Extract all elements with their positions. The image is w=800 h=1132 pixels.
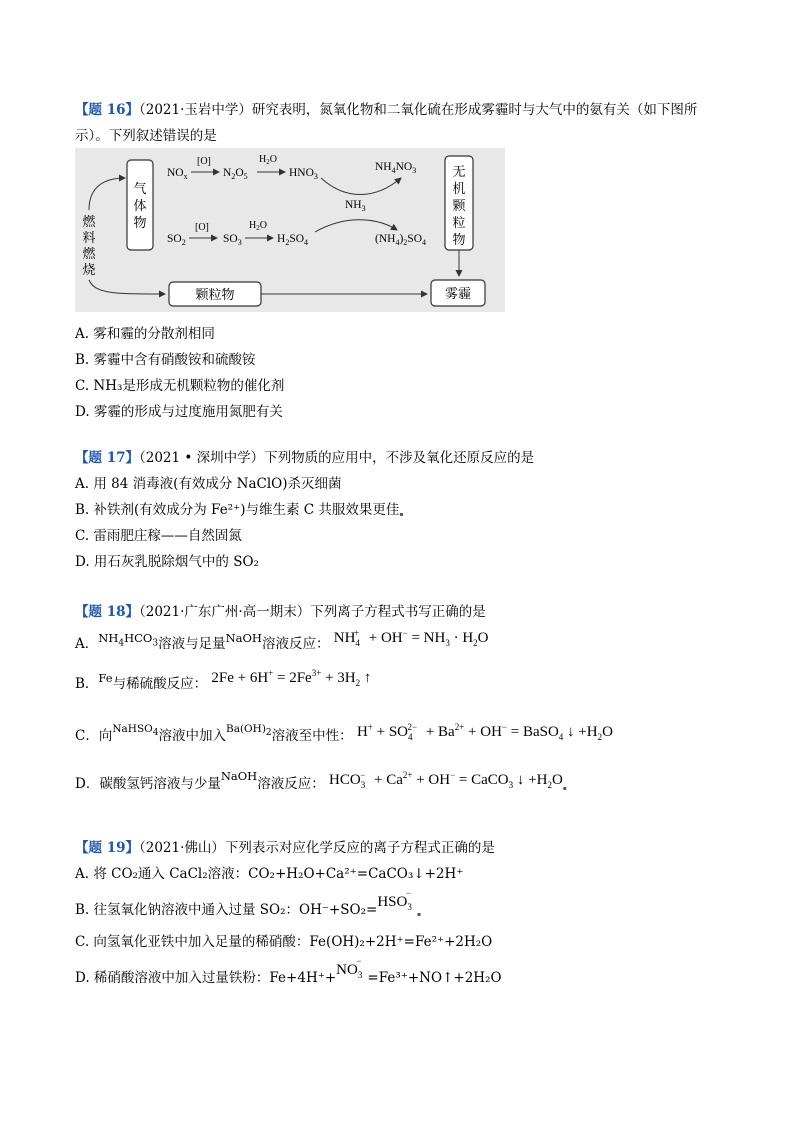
q19-number: 【题 19】 xyxy=(75,840,139,856)
svg-text:气: 气 xyxy=(133,181,147,196)
q19-option-b xyxy=(75,888,422,920)
svg-text:粒: 粒 xyxy=(452,215,466,230)
q18-option-b xyxy=(75,668,372,694)
q18-d-prefix: D．碳酸氢钙溶液与少量 xyxy=(75,776,221,792)
q18-a-formula-naoh: NaOH xyxy=(225,631,262,645)
q17-option-b-text: B. 补铁剂(有效成分为 Fe²⁺)与维生素 C 共服效果更佳 xyxy=(75,502,400,518)
q18-c-prefix: C．向 xyxy=(75,728,113,744)
haze-box-label: 雾霾 xyxy=(444,286,472,301)
svg-text:燃: 燃 xyxy=(82,214,96,229)
q19-option-d xyxy=(75,956,502,988)
reaction-row-2 xyxy=(167,199,426,247)
q16-stem-line2: 示）。下列叙述错误的是 xyxy=(75,128,217,144)
q19-d-formula-no3: $NO_3^-$ xyxy=(336,956,363,980)
q18-a-text1: 溶液与足量 xyxy=(158,636,226,652)
q18-stem-text: 下列离子方程式书写正确的是 xyxy=(310,604,486,620)
watermark-mark: ▪ xyxy=(416,911,422,918)
q19-option-a: A. 将 CO₂通入 CaCl₂溶液：CO₂+H₂O+Ca²⁺=CaCO₃↓+2H⁺ xyxy=(75,866,464,882)
q17-stem xyxy=(75,446,534,466)
q17-option-d: D. 用石灰乳脱除烟气中的 SO₂ xyxy=(75,554,259,570)
svg-text:机: 机 xyxy=(452,181,466,196)
q19-option-c: C. 向氢氧化亚铁中加入足量的稀硝酸：Fe(OH)₂+2H⁺=Fe²⁺+2H₂O xyxy=(75,934,493,950)
q16-option-a: A. 雾和霾的分散剂相同 xyxy=(75,326,215,342)
svg-text:颗: 颗 xyxy=(452,198,466,213)
svg-text:体: 体 xyxy=(133,198,147,213)
q18-c-text1: 溶液中加入 xyxy=(158,728,226,744)
q19-b-formula-hso3: $HSO_3^-$ xyxy=(377,888,412,912)
q18-c-formula-baoh2: Ba(OH)2 xyxy=(225,723,272,739)
svg-text:[O]: [O] xyxy=(197,156,211,167)
q18-a-text2: 溶液反应： xyxy=(261,636,330,652)
q17-option-a: A. 用 84 消毒液(有效成分 NaClO)杀灭细菌 xyxy=(75,476,342,492)
burn-label xyxy=(82,214,96,277)
q18-option-d xyxy=(75,769,567,794)
q18-stem xyxy=(75,600,486,620)
svg-text:无: 无 xyxy=(452,164,466,179)
q16-option-b: B. 雾霾中含有硝酸铵和硫酸铵 xyxy=(75,352,256,368)
particle-box-label: 颗粒物 xyxy=(195,287,235,302)
q18-number: 【题 18】 xyxy=(75,604,139,620)
q17-option-b xyxy=(75,498,403,518)
q18-option-a xyxy=(75,628,489,654)
q18-c-equation: $H^+ + SO_4^{2-} + Ba^{2+} + OH^-$ = BaSO$_4$ ↓ $+H_2O$ xyxy=(356,722,613,742)
svg-text:NOx: $NO_x$ xyxy=(167,167,188,181)
q17-number: 【题 17】 xyxy=(75,450,139,466)
q18-source: （2021·广东广州·高一期末） xyxy=(139,604,311,620)
q19-source: （2021·佛山） xyxy=(139,840,225,856)
q16-option-d: D. 雾霾的形成与过度施用氮肥有关 xyxy=(75,404,283,420)
svg-text:(NH4)2SO4: $(NH_4)_2SO_4$ xyxy=(375,233,426,247)
gas-box-label xyxy=(133,181,146,230)
q18-b-prefix: B． xyxy=(75,676,99,692)
svg-text:SO3: $SO_3$ xyxy=(223,233,242,247)
q18-a-prefix: A． xyxy=(75,636,99,652)
q18-d-text: 溶液反应： xyxy=(257,776,325,792)
q18-b-text: 与稀硫酸反应： xyxy=(112,676,208,692)
q18-b-formula-fe: Fe xyxy=(98,671,113,685)
q18-b-equation: $2Fe + 6H^+ = 2Fe^{3+} + 3H_2$ ↑ xyxy=(211,668,372,688)
q18-c-text2: 溶液至中性： xyxy=(271,728,353,744)
reaction-row-1 xyxy=(167,154,416,195)
svg-text:物: 物 xyxy=(452,232,466,247)
svg-text:H2O: $H_2O$ xyxy=(249,220,267,232)
q16-stem-text: 研究表明，氮氧化物和二氧化硫在形成雾霾时与大气中的氨有关（如下图所 xyxy=(251,102,698,118)
svg-text:料: 料 xyxy=(82,230,96,245)
svg-text:物: 物 xyxy=(133,215,147,230)
q16-option-c: C. NH₃是形成无机颗粒物的催化剂 xyxy=(75,378,285,394)
inorganic-box-label xyxy=(452,164,466,247)
svg-text:HNO3: $HNO_3$ xyxy=(289,167,318,181)
q16-number: 【题 16】 xyxy=(75,102,139,118)
q17-stem-text: 下列物质的应用中，不涉及氧化还原反应的是 xyxy=(264,450,535,466)
q19-d-text1: D. 稀硝酸溶液中加入过量铁粉：Fe+4H⁺+ xyxy=(75,970,337,986)
q18-c-formula-nahso4: NaHSO4 xyxy=(112,723,159,739)
svg-text:烧: 烧 xyxy=(82,262,96,277)
svg-text:N2O5: $N_2O_5$ xyxy=(223,167,248,181)
haze-formation-diagram xyxy=(75,148,505,312)
q19-stem-text: 下列表示对应化学反应的离子方程式正确的是 xyxy=(224,840,495,856)
q17-option-c: C. 雷雨肥庄稼——自然固氮 xyxy=(75,528,242,544)
svg-text:燃: 燃 xyxy=(82,246,96,261)
q18-a-equation: $NH_4^+ + OH^- = NH_3 \cdot H_2O$ xyxy=(333,628,489,648)
svg-text:SO2: $SO_2$ xyxy=(167,233,186,247)
svg-text:NH3: $NH_3$ xyxy=(345,199,366,213)
q18-option-c xyxy=(75,724,613,746)
q19-stem xyxy=(75,836,495,856)
q19-d-text2: =Fe³⁺+NO↑+2H₂O xyxy=(367,970,502,986)
svg-text:H2SO4: $H_2SO_4$ xyxy=(277,233,309,247)
watermark-mark: ▪ xyxy=(562,785,567,792)
q16-source: （2021·玉岩中学） xyxy=(139,102,252,118)
watermark-mark: ▪ xyxy=(399,511,404,518)
q18-a-formula-nh4hco3: $NH_4HCO_3$ xyxy=(98,631,159,649)
q19-b-text: B. 往氢氧化钠溶液中通入过量 SO₂：OH⁻+SO₂= xyxy=(75,902,378,918)
svg-text:NH4NO3: $NH_4NO_3$ xyxy=(375,161,417,175)
svg-text:H2O: $H_2O$ xyxy=(259,154,277,166)
svg-text:[O]: [O] xyxy=(195,222,209,233)
q17-source: （2021 • 深圳中学） xyxy=(139,450,265,466)
q18-d-equation: $HCO_3^- + Ca^{2+} + OH^-$ = CaCO$_3$ ↓ $+H_2O$ xyxy=(329,770,563,790)
q18-d-formula-naoh: NaOH xyxy=(220,769,258,783)
q16-stem-line1 xyxy=(75,98,697,118)
